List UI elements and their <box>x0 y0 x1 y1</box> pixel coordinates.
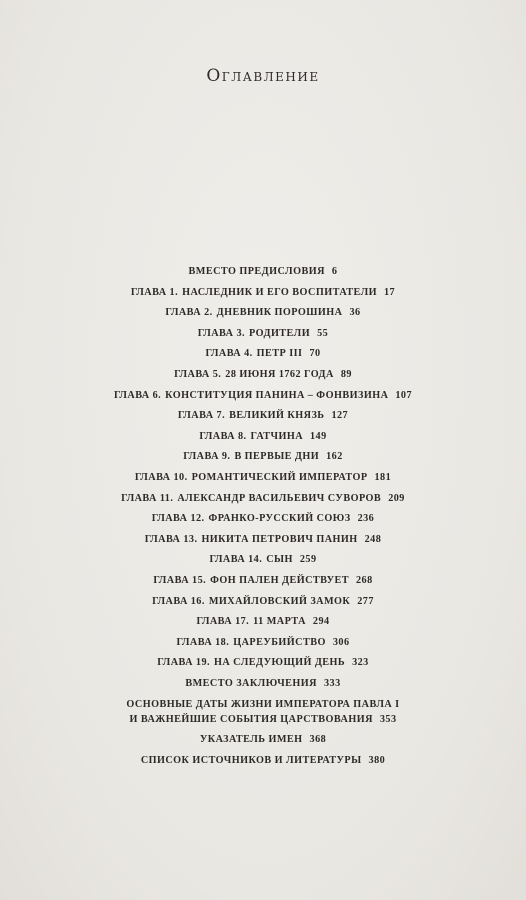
toc-entry-chapter: ГЛАВА 15. <box>153 574 207 586</box>
toc-entry-page: 149 <box>310 430 327 442</box>
toc-entry-title: СЫН <box>266 554 293 566</box>
toc-entry-chapter: ГЛАВА 8. <box>199 430 247 442</box>
toc-entry-chapter-1 <box>0 283 526 304</box>
toc-entry-chapter: ГЛАВА 13. <box>144 533 198 545</box>
table-of-contents <box>0 262 526 772</box>
toc-entry-index <box>0 730 526 751</box>
toc-entry-chapter: ГЛАВА 11. <box>121 492 174 504</box>
toc-entry-preface <box>0 262 526 283</box>
toc-entry-chapter-12 <box>0 509 526 530</box>
toc-entry-page: 17 <box>384 286 396 298</box>
page-title: Оглавление <box>206 66 320 86</box>
toc-entry-title: РОДИТЕЛИ <box>249 327 311 339</box>
toc-entry-title: НАСЛЕДНИК И ЕГО ВОСПИТАТЕЛИ <box>182 286 378 298</box>
toc-entry-chapter: ГЛАВА 17. <box>196 616 250 628</box>
toc-entry-title: СПИСОК ИСТОЧНИКОВ И ЛИТЕРАТУРЫ <box>140 755 362 767</box>
toc-entry-page: 181 <box>374 471 392 483</box>
toc-entry-title: НИКИТА ПЕТРОВИЧ ПАНИН <box>201 533 358 545</box>
toc-entry-chapter-10 <box>0 468 526 489</box>
toc-entry-chapter: ГЛАВА 10. <box>134 471 188 483</box>
toc-entry-title: ФОН ПАЛЕН ДЕЙСТВУЕТ <box>210 574 349 586</box>
toc-entry-chapter: ГЛАВА 4. <box>205 348 253 360</box>
toc-entry-chapter-18 <box>0 633 526 654</box>
toc-entry-title: ДНЕВНИК ПОРОШИНА <box>216 307 343 319</box>
toc-entry-page: 323 <box>352 657 369 669</box>
toc-entry-page: 36 <box>349 307 361 319</box>
toc-entry-page: 259 <box>299 554 317 566</box>
toc-entry-chapter-11 <box>0 489 526 510</box>
toc-entry-chapter: ГЛАВА 12. <box>151 513 205 525</box>
toc-entry-page: 353 <box>379 714 397 726</box>
toc-entry-page: 236 <box>357 513 375 525</box>
toc-entry-page: 107 <box>395 389 413 401</box>
toc-entry-title: ВЕЛИКИЙ КНЯЗЬ <box>229 410 325 422</box>
toc-entry-page: 127 <box>331 410 349 422</box>
toc-entry-chronology <box>0 694 526 730</box>
toc-entry-title: В ПЕРВЫЕ ДНИ <box>234 451 320 463</box>
toc-entry-title-line-1: ОСНОВНЫЕ ДАТЫ ЖИЗНИ ИМПЕРАТОРА ПАВЛА I <box>126 699 400 711</box>
toc-entry-title: МИХАЙЛОВСКИЙ ЗАМОК <box>208 595 351 607</box>
toc-entry-chapter: ГЛАВА 14. <box>209 554 263 566</box>
toc-entry-page: 380 <box>368 755 386 767</box>
toc-entry-title: АЛЕКСАНДР ВАСИЛЬЕВИЧ СУВОРОВ <box>177 492 382 504</box>
toc-entry-title: НА СЛЕДУЮЩИЙ ДЕНЬ <box>214 657 346 669</box>
toc-entry-title: УКАЗАТЕЛЬ ИМЕН <box>199 734 303 746</box>
toc-entry-title: ФРАНКО-РУССКИЙ СОЮЗ <box>208 513 351 525</box>
toc-entry-chapter: ГЛАВА 7. <box>177 410 226 422</box>
toc-entry-chapter-2 <box>0 303 526 324</box>
toc-entry-page: 306 <box>332 636 350 648</box>
toc-entry-page: 368 <box>309 734 327 746</box>
toc-entry-chapter-7 <box>0 406 526 427</box>
toc-entry-page: 277 <box>357 595 374 607</box>
toc-entry-chapter: ГЛАВА 9. <box>183 451 231 463</box>
toc-entry-page: 333 <box>323 677 341 689</box>
toc-entry-chapter-8 <box>0 427 526 448</box>
toc-entry-chapter-4 <box>0 344 526 365</box>
toc-entry-conclusion <box>0 674 526 695</box>
toc-entry-title: 11 МАРТА <box>253 616 306 628</box>
toc-entry-chapter-19 <box>0 653 526 674</box>
toc-entry-chapter-17 <box>0 612 526 633</box>
toc-entry-title: КОНСТИТУЦИЯ ПАНИНА – ФОНВИЗИНА <box>165 389 389 401</box>
toc-entry-title: ПЕТР III <box>256 348 303 360</box>
toc-entry-title: ГАТЧИНА <box>250 430 304 442</box>
toc-entry-chapter-6 <box>0 386 526 407</box>
toc-entry-chapter-9 <box>0 447 526 468</box>
toc-entry-page: 89 <box>340 368 352 380</box>
toc-entry-page: 248 <box>364 533 382 545</box>
toc-entry-chapter-16 <box>0 592 526 613</box>
toc-entry-chapter: ГЛАВА 1. <box>130 286 179 298</box>
toc-entry-chapter-14 <box>0 550 526 571</box>
toc-entry-sources <box>0 751 526 772</box>
toc-entry-chapter: ГЛАВА 5. <box>174 368 222 380</box>
toc-entry-page: 162 <box>326 451 343 463</box>
toc-entry-chapter: ГЛАВА 3. <box>197 327 245 339</box>
toc-entry-page: 294 <box>312 616 330 628</box>
toc-entry-chapter-15 <box>0 571 526 592</box>
toc-entry-title: ЦАРЕУБИЙСТВО <box>233 636 326 648</box>
toc-entry-title: И ВАЖНЕЙШИЕ СОБЫТИЯ ЦАРСТВОВАНИЯ <box>129 714 373 726</box>
toc-entry-chapter: ГЛАВА 6. <box>113 389 162 401</box>
toc-entry-chapter-13 <box>0 530 526 551</box>
toc-entry-chapter-3 <box>0 324 526 345</box>
toc-entry-chapter: ГЛАВА 19. <box>157 657 210 669</box>
toc-entry-page: 6 <box>331 266 338 277</box>
toc-entry-title: 28 ИЮНЯ 1762 ГОДА <box>225 368 334 380</box>
toc-entry-page: 268 <box>355 574 373 586</box>
toc-entry-title: ВМЕСТО ПРЕДИСЛОВИЯ <box>188 266 325 277</box>
toc-entry-page: 70 <box>309 348 321 360</box>
toc-entry-page: 55 <box>317 327 329 339</box>
toc-entry-title: РОМАНТИЧЕСКИЙ ИМПЕРАТОР <box>191 471 368 483</box>
toc-entry-title: ВМЕСТО ЗАКЛЮЧЕНИЯ <box>185 677 317 689</box>
toc-entry-chapter: ГЛАВА 2. <box>165 307 213 319</box>
toc-entry-page: 209 <box>388 492 405 504</box>
toc-entry-title-line-2 <box>0 712 526 727</box>
toc-entry-chapter-5 <box>0 365 526 386</box>
toc-entry-chapter: ГЛАВА 16. <box>152 595 205 607</box>
toc-entry-chapter: ГЛАВА 18. <box>176 636 230 648</box>
